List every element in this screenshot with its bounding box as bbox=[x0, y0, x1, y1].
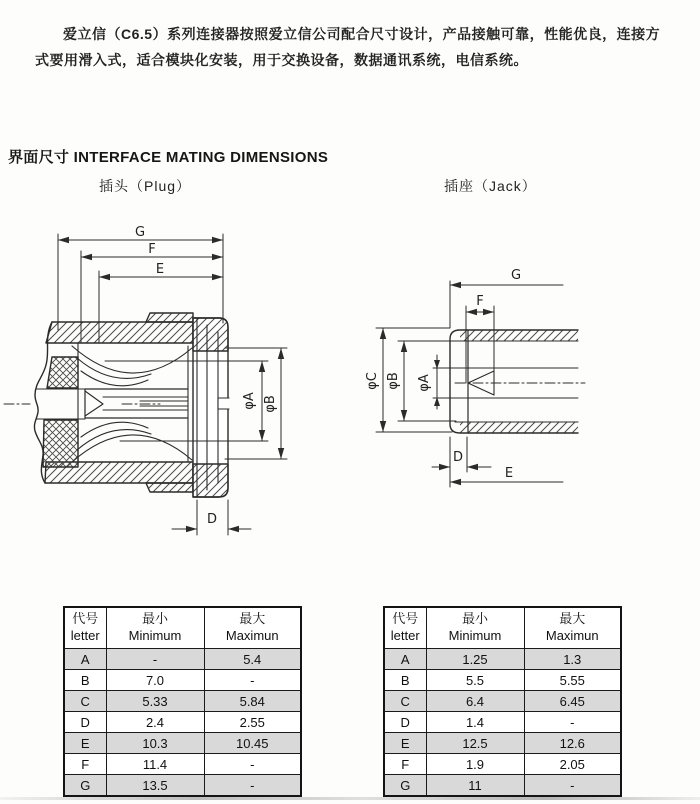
cell-max: 5.84 bbox=[204, 691, 301, 712]
cell-letter: C bbox=[384, 691, 426, 712]
cell-max: - bbox=[524, 712, 621, 733]
cell-max: 12.6 bbox=[524, 733, 621, 754]
dim-label-plug-g: G bbox=[134, 225, 146, 240]
cell-letter: B bbox=[64, 670, 106, 691]
dim-label-jack-e: E bbox=[504, 466, 514, 481]
section-title-en: INTERFACE MATING DIMENSIONS bbox=[73, 149, 329, 167]
table-row bbox=[384, 649, 621, 670]
cell-letter: F bbox=[64, 754, 106, 775]
table-header-row bbox=[64, 607, 301, 649]
cell-letter: D bbox=[64, 712, 106, 733]
header-minimum: 最小 Minimum bbox=[426, 607, 524, 649]
header-maximum: 最大 Maximun bbox=[204, 607, 301, 649]
plug-drawing bbox=[4, 225, 287, 535]
scan-edge-artifact bbox=[0, 797, 700, 800]
cell-letter: F bbox=[384, 754, 426, 775]
table-row bbox=[64, 691, 301, 712]
cell-letter: E bbox=[384, 733, 426, 754]
dim-label-jack-phi-a: φA bbox=[417, 374, 432, 392]
dim-label-plug-d: D bbox=[206, 512, 218, 527]
table-header-row bbox=[384, 607, 621, 649]
plug-dimensions-table bbox=[63, 606, 302, 797]
plug-knurl-lower bbox=[43, 420, 78, 467]
dim-label-jack-f: F bbox=[476, 294, 484, 309]
cell-min: 1.25 bbox=[426, 649, 524, 670]
table-row bbox=[384, 670, 621, 691]
cell-min: 12.5 bbox=[426, 733, 524, 754]
header-letter: 代号 letter bbox=[64, 607, 106, 649]
cell-letter: G bbox=[384, 775, 426, 797]
cell-min: 1.4 bbox=[426, 712, 524, 733]
cell-letter: E bbox=[64, 733, 106, 754]
table-row bbox=[384, 733, 621, 754]
cell-letter: C bbox=[64, 691, 106, 712]
technical-drawings bbox=[0, 205, 700, 565]
cell-letter: A bbox=[384, 649, 426, 670]
cell-min: 5.33 bbox=[106, 691, 204, 712]
cell-min: 1.9 bbox=[426, 754, 524, 775]
plug-knurl-upper bbox=[47, 357, 78, 388]
table-row bbox=[64, 712, 301, 733]
plug-bottom-bump bbox=[146, 483, 193, 492]
cell-max: 2.55 bbox=[204, 712, 301, 733]
cell-letter: A bbox=[64, 649, 106, 670]
cell-min: 13.5 bbox=[106, 775, 204, 797]
cell-max: 2.05 bbox=[524, 754, 621, 775]
plug-top-wall bbox=[46, 322, 193, 343]
dim-label-jack-phi-b: φB bbox=[386, 372, 401, 390]
dim-label-jack-phi-c: φC bbox=[365, 372, 380, 390]
dim-label-plug-phi-a: φA bbox=[242, 392, 257, 410]
dim-label-jack-d: D bbox=[452, 450, 464, 465]
plug-cap-notch bbox=[218, 398, 229, 409]
plug-caption: 插头（Plug） bbox=[99, 178, 192, 194]
cell-max: - bbox=[204, 754, 301, 775]
table-row bbox=[64, 754, 301, 775]
dim-label-plug-f: F bbox=[148, 242, 156, 257]
jack-dim-labels bbox=[365, 268, 521, 481]
table-row bbox=[64, 775, 301, 797]
cell-min: 7.0 bbox=[106, 670, 204, 691]
cell-max: 6.45 bbox=[524, 691, 621, 712]
jack-caption: 插座（Jack） bbox=[444, 178, 537, 194]
cell-max: 5.55 bbox=[524, 670, 621, 691]
cell-letter: G bbox=[64, 775, 106, 797]
cell-max: - bbox=[524, 775, 621, 797]
table-row bbox=[384, 691, 621, 712]
intro-paragraph: 爱立信（C6.5）系列连接器按照爱立信公司配合尺寸设计，产品接触可靠，性能优良，连接方式要用滑入式，适合模块化安装，用于交换设备，数据通讯系统，电信系统。 bbox=[35, 26, 661, 68]
cell-max: - bbox=[204, 775, 301, 797]
jack-drawing bbox=[365, 268, 585, 487]
cell-min: 10.3 bbox=[106, 733, 204, 754]
cell-min: 5.5 bbox=[426, 670, 524, 691]
jack-dimensions-table bbox=[383, 606, 622, 797]
cell-max: 10.45 bbox=[204, 733, 301, 754]
table-row bbox=[384, 775, 621, 797]
table-row bbox=[64, 670, 301, 691]
table-row bbox=[384, 712, 621, 733]
plug-top-bump bbox=[146, 313, 193, 322]
cell-max: - bbox=[204, 670, 301, 691]
header-letter: 代号 letter bbox=[384, 607, 426, 649]
header-maximum: 最大 Maximun bbox=[524, 607, 621, 649]
cell-min: - bbox=[106, 649, 204, 670]
dim-label-plug-e: E bbox=[155, 262, 165, 277]
jack-outline bbox=[450, 330, 578, 433]
table-row bbox=[64, 733, 301, 754]
cell-letter: B bbox=[384, 670, 426, 691]
cell-min: 2.4 bbox=[106, 712, 204, 733]
cell-min: 11 bbox=[426, 775, 524, 797]
cell-min: 6.4 bbox=[426, 691, 524, 712]
section-title-zh: 界面尺寸 bbox=[8, 149, 70, 167]
dim-label-jack-g: G bbox=[510, 268, 522, 283]
header-minimum: 最小 Minimum bbox=[106, 607, 204, 649]
cell-letter: D bbox=[384, 712, 426, 733]
dim-label-plug-phi-b: φB bbox=[263, 395, 278, 413]
cell-max: 1.3 bbox=[524, 649, 621, 670]
cell-min: 11.4 bbox=[106, 754, 204, 775]
cell-max: 5.4 bbox=[204, 649, 301, 670]
section-title bbox=[8, 146, 328, 167]
table-row bbox=[64, 649, 301, 670]
table-row bbox=[384, 754, 621, 775]
